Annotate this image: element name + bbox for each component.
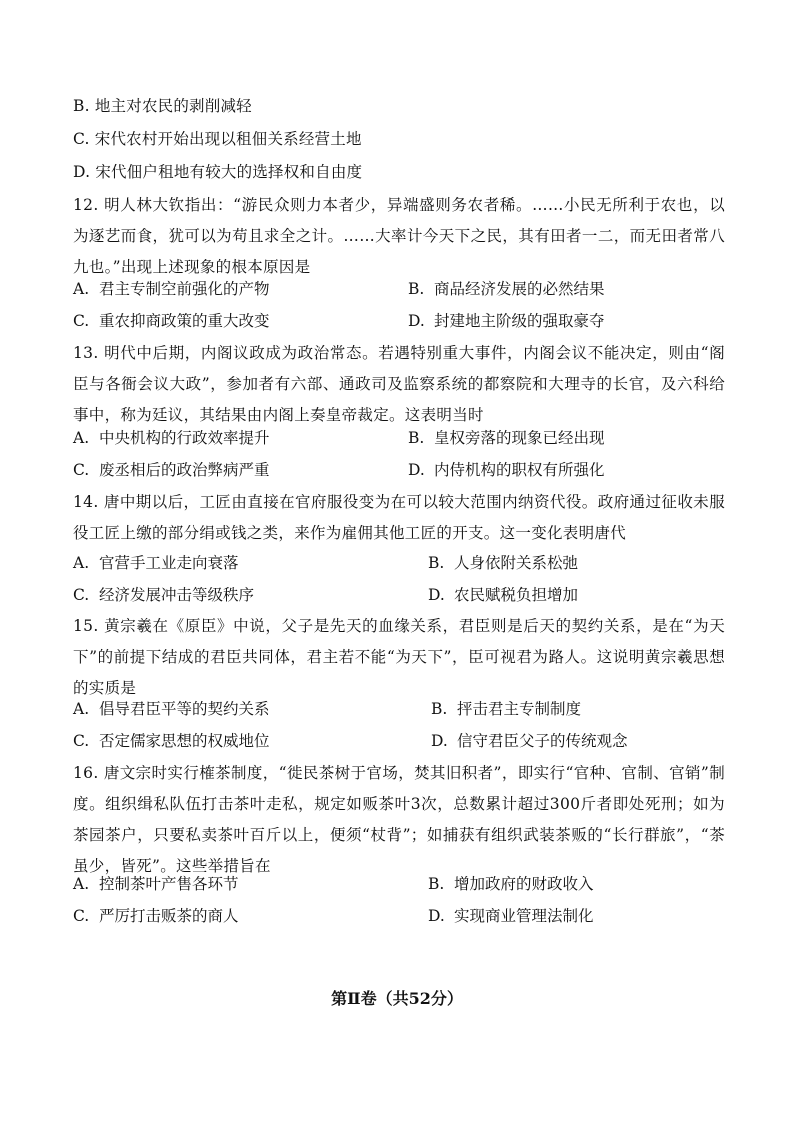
q13-option-b (408, 428, 605, 448)
option-text: 人身依附关系松弛 (454, 554, 579, 572)
option-label: B. (408, 429, 425, 447)
option-text: 封建地主阶级的强取豪夺 (434, 312, 605, 330)
option-text: 控制茶叶产售各环节 (99, 875, 239, 893)
q16-option-c (73, 906, 239, 926)
q11-option-c: C. 宋代农村开始出现以租佃关系经营土地 (73, 130, 362, 148)
q14-option-a (73, 553, 239, 573)
option-label: D. (431, 732, 448, 750)
option-label: B. (408, 280, 425, 298)
option-label: C. (73, 907, 90, 925)
option-text: 抨击君主专制制度 (457, 700, 582, 718)
option-text: 实现商业管理法制化 (454, 907, 594, 925)
q13-option-a (73, 428, 270, 448)
option-label: A. (73, 554, 90, 572)
option-label: A. (73, 700, 90, 718)
option-text: 否定儒家思想的权威地位 (99, 732, 270, 750)
option-label: A. (73, 429, 90, 447)
option-label: C. (73, 461, 90, 479)
option-label: D. (408, 312, 425, 330)
option-text: 倡导君臣平等的契约关系 (99, 700, 270, 718)
q15-option-b (431, 699, 581, 719)
q16-option-b (428, 874, 594, 894)
q13-option-c (73, 460, 270, 480)
option-text: 废丞相后的政治弊病严重 (99, 461, 270, 479)
option-text: 官营手工业走向衰落 (99, 554, 239, 572)
option-label: B. (428, 875, 445, 893)
option-text: 经济发展冲击等级秩序 (99, 586, 255, 604)
option-text: 农民赋税负担增加 (454, 586, 579, 604)
q16-option-d (428, 906, 594, 926)
option-text: 皇权旁落的现象已经出现 (434, 429, 605, 447)
option-text: 信守君臣父子的传统观念 (457, 732, 628, 750)
q12-option-b (408, 279, 605, 299)
q11-option-d: D. 宋代佃户租地有较大的选择权和自由度 (73, 163, 363, 181)
section-title: 第Ⅱ卷（共52分） (331, 989, 463, 1008)
q12-stem: 12. 明人林大钦指出：“游民众则力本者少，异端盛则务农者稀。……小民无所利于农也，以为逐艺而食，犹可以为苟且求全之计。……大率计今天下之民，其有田者一二，而无田者常八九也。”出现上述现象的根本原因是 (73, 196, 725, 276)
q12-option-c (73, 311, 270, 331)
option-text: 君主专制空前强化的产物 (99, 280, 270, 298)
option-text: 内侍机构的职权有所强化 (434, 461, 605, 479)
option-label: B. (431, 700, 448, 718)
q14-stem: 14. 唐中期以后，工匠由直接在官府服役变为在可以较大范围内纳资代役。政府通过征收未服役工匠上缴的部分绢或钱之类，来作为雇佣其他工匠的开支。这一变化表明唐代 (73, 493, 725, 542)
option-label: C. (73, 732, 90, 750)
q11-option-b: B. 地主对农民的剥削减轻 (73, 97, 252, 115)
option-label: D. (428, 907, 445, 925)
q14-option-d (428, 585, 578, 605)
q15-option-d (431, 731, 628, 751)
option-text: 重农抑商政策的重大改变 (99, 312, 270, 330)
q15-option-c (73, 731, 270, 751)
q15-stem: 15. 黄宗羲在《原臣》中说，父子是先天的血缘关系，君臣则是后天的契约关系，是在“为天下”的前提下结成的君臣共同体，君主若不能“为天下”，臣可视君为路人。这说明黄宗羲思想的实质是 (73, 617, 725, 697)
q16-option-a (73, 874, 239, 894)
q15-option-a (73, 699, 270, 719)
option-label: C. (73, 586, 90, 604)
option-text: 增加政府的财政收入 (454, 875, 594, 893)
option-label: D. (428, 586, 445, 604)
option-label: A. (73, 280, 90, 298)
q16-stem: 16. 唐文宗时实行榷茶制度，“徙民茶树于官场，焚其旧积者”，即实行“官种、官制、官销”制度。组织缉私队伍打击茶叶走私，规定如贩茶叶3次，总数累计超过300斤者即处死刑；如为茶园茶户，只要私卖茶叶百斤以上，便须“杖背”；如捕获有组织武装茶贩的“长行群旅”，“茶虽少，皆死”。这些举措旨在 (73, 764, 725, 875)
option-label: A. (73, 875, 90, 893)
option-label: B. (428, 554, 445, 572)
q14-option-c (73, 585, 254, 605)
q12-option-a (73, 279, 270, 299)
q14-option-b (428, 553, 578, 573)
q12-option-d (408, 311, 605, 331)
q13-option-d (408, 460, 605, 480)
option-text: 中央机构的行政效率提升 (99, 429, 270, 447)
q13-stem: 13. 明代中后期，内阁议政成为政治常态。若遇特别重大事件，内阁会议不能决定，则由“阁臣与各衙会议大政”，参加者有六部、通政司及监察系统的都察院和大理寺的长官，及六科给事中，称为廷议，其结果由内阁上奏皇帝裁定。这表明当时 (73, 344, 725, 424)
option-label: D. (408, 461, 425, 479)
option-text: 商品经济发展的必然结果 (434, 280, 605, 298)
option-text: 严厉打击贩茶的商人 (99, 907, 239, 925)
option-label: C. (73, 312, 90, 330)
